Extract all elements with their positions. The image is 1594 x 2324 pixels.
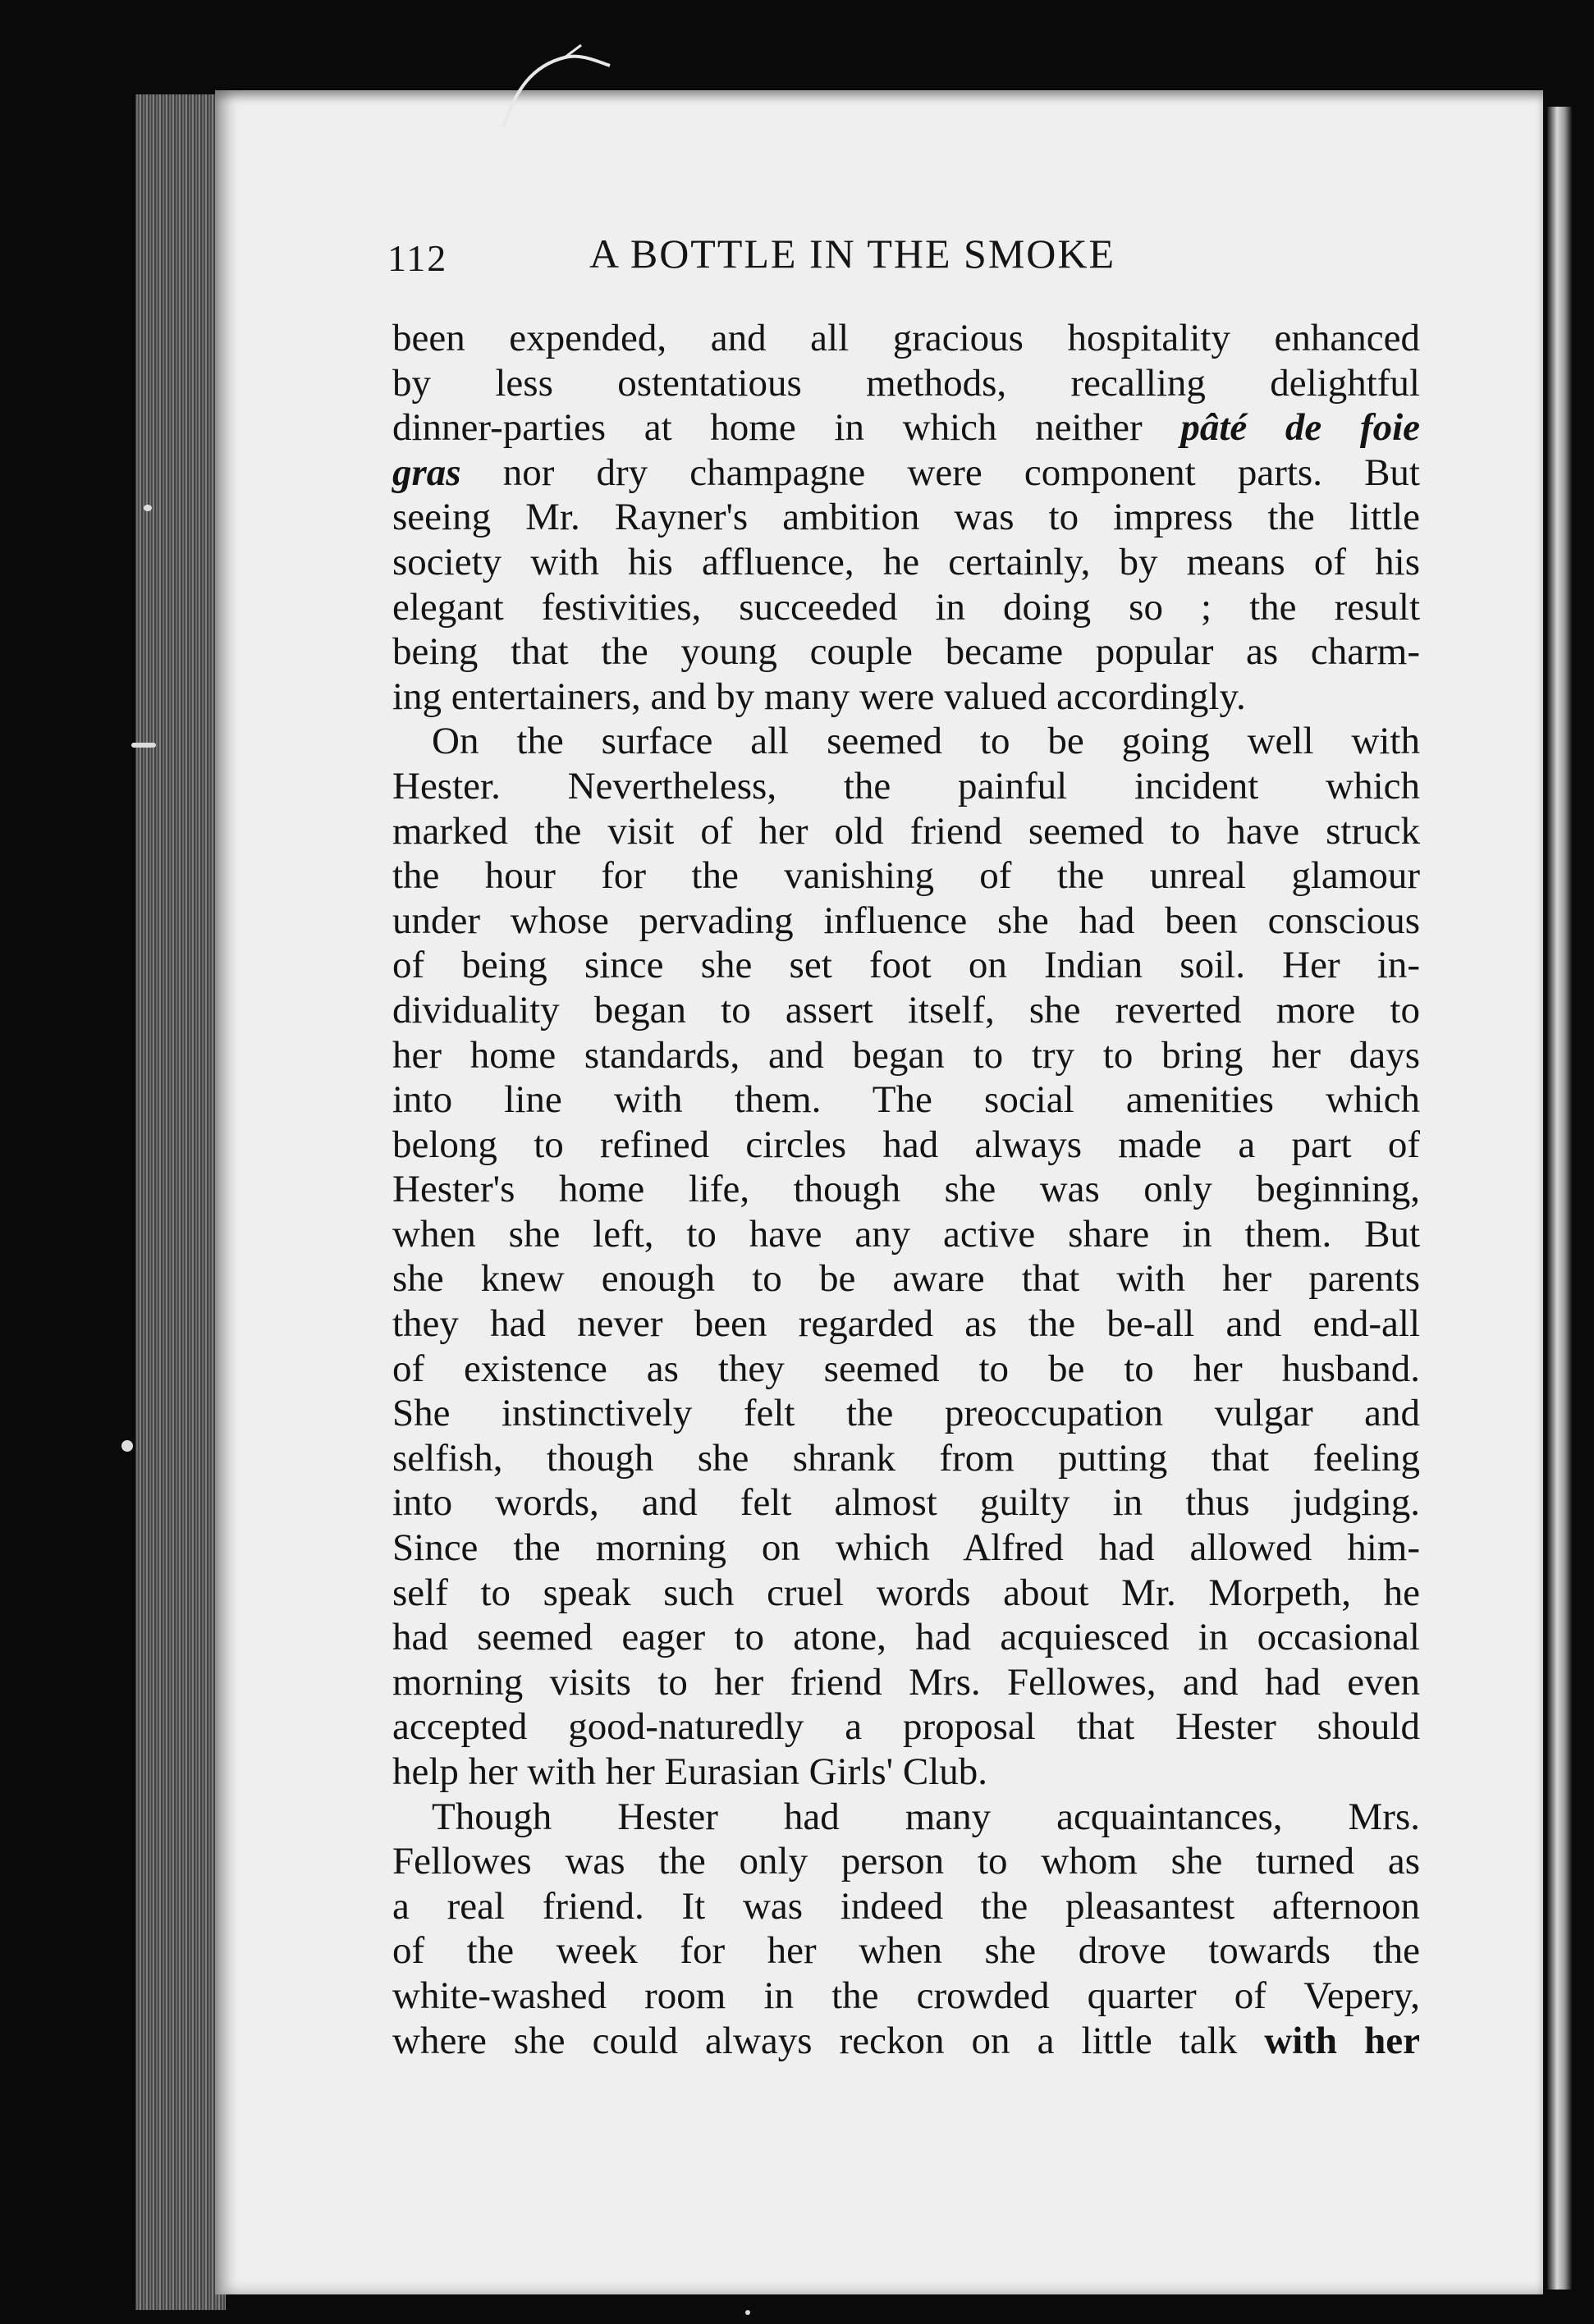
text-line <box>392 1526 1420 1571</box>
text-line <box>392 675 1420 720</box>
text-line <box>392 1704 1420 1750</box>
line-text: had seemed eager to atone, had acquiesced in occasional <box>392 1616 1420 1659</box>
text-line <box>392 585 1420 630</box>
line-text: belong to refined circles had always made a part of <box>392 1123 1420 1166</box>
text-line <box>392 629 1420 675</box>
line-text: dinner-parties at home in which neither <box>392 406 1181 450</box>
italic-phrase: pâté de foie <box>1180 406 1420 450</box>
text-line <box>392 451 1420 496</box>
text-line <box>392 853 1420 899</box>
line-text: her home standards, and began to try to bring her days <box>392 1033 1420 1077</box>
text-line <box>392 1750 1420 1795</box>
text-line <box>392 495 1420 540</box>
page-speck <box>121 1440 133 1452</box>
line-text: by less ostentatious methods, recalling delightful <box>392 361 1420 405</box>
text-line <box>392 809 1420 854</box>
text-line <box>392 988 1420 1033</box>
line-text: accepted good-naturedly a proposal that Hester should <box>392 1705 1420 1749</box>
text-line <box>392 540 1420 585</box>
line-text: self to speak such cruel words about Mr. Morpeth, he <box>392 1571 1420 1614</box>
running-title: A BOTTLE IN THE SMOKE <box>589 231 1116 277</box>
line-text: been expended, and all gracious hospitality enhanced <box>392 317 1420 359</box>
line-text: ing entertainers, and by many were valued accordingly. <box>392 675 1246 718</box>
text-line <box>392 1391 1420 1436</box>
text-line <box>392 1077 1420 1123</box>
text-line <box>392 1302 1420 1347</box>
line-text: being that the young couple became popular as charm- <box>392 630 1420 674</box>
body-text <box>392 316 1420 2063</box>
line-text: She instinctively felt the preoccupation vulgar and <box>392 1392 1420 1435</box>
text-line <box>392 1928 1420 1974</box>
text-line <box>392 405 1420 451</box>
line-text: nor dry champagne were component parts. But <box>460 451 1420 494</box>
line-text: Hester's home life, though she was only beginning, <box>392 1168 1420 1211</box>
page-speck <box>131 743 156 748</box>
line-text: into words, and felt almost guilty in thus judging. <box>392 1481 1420 1525</box>
text-line <box>392 1212 1420 1257</box>
line-text: society with his affluence, he certainly, by means of his <box>392 540 1420 583</box>
text-line <box>392 361 1420 406</box>
running-header <box>387 230 1225 287</box>
line-text: Though Hester had many acquaintances, Mrs. <box>432 1795 1420 1838</box>
line-text: when she left, to have any active share in them. But <box>392 1212 1420 1256</box>
bookmark-thread-icon <box>499 33 614 131</box>
line-text: dividuality began to assert itself, she reverted more to <box>392 988 1420 1032</box>
line-text: into line with them. The social amenities which <box>392 1078 1420 1122</box>
line-text: under whose pervading influence she had been conscious <box>392 899 1420 942</box>
line-text: of the week for her when she drove towards the <box>392 1929 1420 1973</box>
line-text: the hour for the vanishing of the unreal glamour <box>392 854 1420 898</box>
text-line <box>392 1571 1420 1616</box>
text-line <box>392 1480 1420 1526</box>
line-text: help her with her Eurasian Girls' Club. <box>392 1750 988 1793</box>
line-text: elegant festivities, succeeded in doing so ; the result <box>392 585 1420 629</box>
text-line <box>392 1256 1420 1302</box>
line-text: Fellowes was the only person to whom she turned as <box>392 1840 1420 1883</box>
line-text: she knew enough to be aware that with her parents <box>392 1257 1420 1301</box>
page-speck <box>745 2310 750 2315</box>
text-line <box>392 943 1420 988</box>
book-page-edges <box>135 94 226 2310</box>
page-speck <box>144 505 152 511</box>
bold-phrase: with her <box>1264 2019 1420 2062</box>
book-right-edge <box>1547 107 1572 2290</box>
line-text: a real friend. It was indeed the pleasantest afternoon <box>392 1884 1420 1928</box>
text-line <box>392 719 1420 764</box>
text-line <box>392 1167 1420 1212</box>
line-text: seeing Mr. Rayner's ambition was to impress the little <box>392 496 1420 539</box>
line-text: morning visits to her friend Mrs. Fellowes, and had even <box>392 1660 1420 1704</box>
text-line <box>392 1839 1420 1884</box>
text-line <box>392 2019 1420 2064</box>
text-line <box>392 1347 1420 1392</box>
line-text: marked the visit of her old friend seemed to have struck <box>392 809 1420 853</box>
line-text: they had never been regarded as the be-all and end-all <box>392 1302 1420 1346</box>
text-line <box>392 1123 1420 1168</box>
page-number: 112 <box>387 237 448 279</box>
text-line <box>392 899 1420 944</box>
text-line <box>392 764 1420 809</box>
line-text: Hester. Nevertheless, the painful incident which <box>392 764 1420 807</box>
text-line <box>392 316 1420 361</box>
line-text: white-washed room in the crowded quarter of Vepery, <box>392 1974 1420 2017</box>
line-text: where she could always reckon on a little talk <box>392 2019 1265 2062</box>
line-text: of existence as they seemed to be to her husband. <box>392 1347 1420 1390</box>
italic-phrase: gras <box>392 451 461 494</box>
text-line <box>392 1884 1420 1929</box>
text-line <box>392 1795 1420 1840</box>
text-line <box>392 1436 1420 1481</box>
line-text: Since the morning on which Alfred had allowed him- <box>392 1526 1420 1570</box>
text-line <box>392 1660 1420 1705</box>
text-line <box>392 1033 1420 1078</box>
line-text: On the surface all seemed to be going well with <box>432 720 1420 763</box>
text-line <box>392 1615 1420 1660</box>
text-line <box>392 1974 1420 2019</box>
line-text: selfish, though she shrank from putting that feeling <box>392 1436 1420 1480</box>
line-text: of being since she set foot on Indian soil. Her in- <box>392 944 1420 987</box>
